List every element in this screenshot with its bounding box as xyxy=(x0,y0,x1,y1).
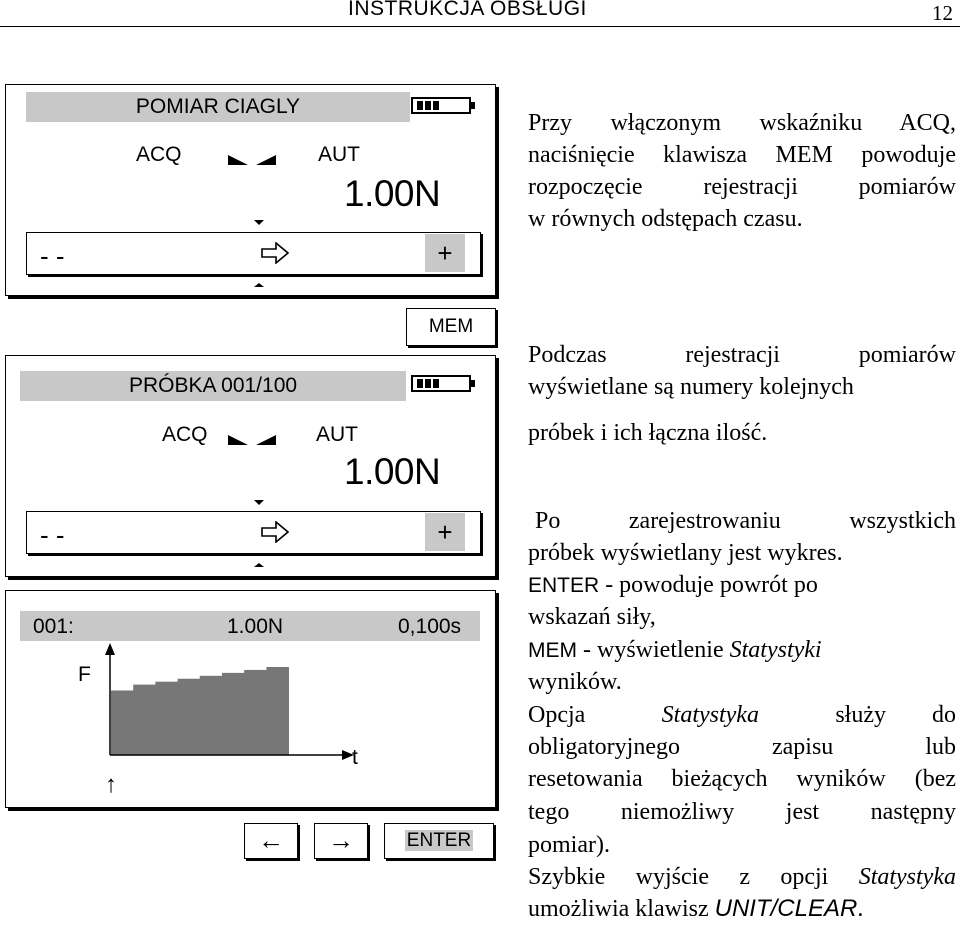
y-axis-label: F xyxy=(78,663,91,686)
mem-button-label: MEM xyxy=(428,316,474,337)
plus-indicator: + xyxy=(425,513,465,551)
battery-icon xyxy=(411,97,471,114)
paragraph-3-line xyxy=(528,634,956,667)
aut-indicator: AUT xyxy=(316,423,358,446)
triangle-down-icon xyxy=(254,500,264,505)
text-fragment: służy do xyxy=(835,702,956,728)
paragraph-1-line: Przy włączonym wskaźniku ACQ, xyxy=(528,110,956,136)
statistics-term: Statystyka xyxy=(661,702,759,728)
enter-button-label: ENTER xyxy=(406,830,472,851)
force-reading: 1.00N xyxy=(344,451,441,492)
paragraph-3-line: próbek wyświetlany jest wykres. xyxy=(528,540,843,566)
force-reading: 1.00N xyxy=(344,173,441,214)
ramp-icon xyxy=(228,435,276,445)
paragraph-1-line: naciśnięcie klawisza MEM powoduje xyxy=(528,142,956,168)
outline-arrow-right-icon xyxy=(261,521,289,543)
sample-number: 001: xyxy=(33,615,74,638)
mem-description: - wyświetlenie xyxy=(577,637,730,663)
screen-title: POMIAR CIAGLY xyxy=(26,92,410,122)
paragraph-3-line: tego niemożliwy jest następny xyxy=(528,799,956,825)
mem-button[interactable] xyxy=(406,308,496,346)
triangle-up-icon xyxy=(254,283,264,287)
chart-bar xyxy=(266,667,289,755)
sample-time: 0,100s xyxy=(398,615,462,638)
x-axis-label: t xyxy=(352,746,358,769)
battery-icon xyxy=(411,375,471,392)
screen-title: PRÓBKA 001/100 xyxy=(20,371,406,401)
right-arrow-icon: → xyxy=(328,826,354,855)
paragraph-3-line: resetowania bieżących wyników (bez xyxy=(528,766,956,792)
chart-bar xyxy=(222,673,245,755)
paragraph-3-line: Po zarejestrowaniu wszystkich xyxy=(535,508,956,534)
ramp-icon xyxy=(228,155,276,165)
paragraph-3-line: pomiar). xyxy=(528,832,610,858)
text-fragment: . xyxy=(857,896,864,922)
header-title: INSTRUKCJA OBSŁUGI xyxy=(348,0,587,20)
minus-indicator: - - xyxy=(40,520,65,550)
force-time-chart xyxy=(96,643,356,768)
header-rule xyxy=(0,26,960,27)
control-bar xyxy=(26,511,481,554)
paragraph-2-line: wyświetlane są numery kolejnych xyxy=(528,374,854,400)
mem-key-name: MEM xyxy=(528,639,577,662)
paragraph-1-line: w równych odstępach czasu. xyxy=(528,206,803,232)
control-bar xyxy=(26,232,481,275)
enter-description: - powoduje powrót po xyxy=(599,572,818,598)
paragraph-3-line xyxy=(528,861,956,893)
paragraph-3-line xyxy=(528,893,956,925)
page-number: 12 xyxy=(932,1,953,25)
text-fragment: umożliwia klawisz xyxy=(528,896,715,922)
text-fragment: Szybkie wyjście z opcji xyxy=(528,864,859,890)
acq-indicator: ACQ xyxy=(162,423,208,446)
display-screen-sample xyxy=(5,355,496,577)
text-fragment: Opcja xyxy=(528,702,586,728)
unit-clear-key: UNIT/CLEAR xyxy=(714,895,858,922)
right-arrow-button[interactable] xyxy=(314,823,368,859)
paragraph-3-line: obligatoryjnego zapisu lub xyxy=(528,734,956,760)
paragraph-3-line xyxy=(528,569,956,602)
paragraph-3-line: wyników. xyxy=(528,669,622,695)
left-arrow-icon: ← xyxy=(258,826,284,855)
triangle-up-icon xyxy=(254,563,264,567)
triangle-down-icon xyxy=(254,220,264,225)
graph-header xyxy=(20,611,480,641)
paragraph-1-line: rozpoczęcie rejestracji pomiarów xyxy=(528,174,956,200)
chart-bar xyxy=(200,676,223,755)
statistics-term: Statystyki xyxy=(729,637,822,663)
chart-bar xyxy=(111,690,134,755)
sample-value: 1.00N xyxy=(227,615,284,638)
chart-bar xyxy=(244,670,267,755)
display-screen-continuous xyxy=(5,84,496,296)
outline-arrow-right-icon xyxy=(261,242,289,264)
chart-bar xyxy=(155,682,178,755)
paragraph-3-line: wskazań siły, xyxy=(528,604,656,630)
aut-indicator: AUT xyxy=(318,143,360,166)
chart-bar xyxy=(178,679,201,755)
minus-indicator: - - xyxy=(40,241,65,271)
statistics-term: Statystyka xyxy=(858,864,956,890)
left-arrow-button[interactable] xyxy=(244,823,298,859)
enter-button[interactable] xyxy=(384,823,494,859)
plus-indicator: + xyxy=(425,234,465,272)
acq-indicator: ACQ xyxy=(136,143,182,166)
display-screen-graph xyxy=(5,590,496,808)
chart-bar xyxy=(133,685,156,755)
up-arrow-icon: ↑ xyxy=(105,771,117,798)
y-axis-arrow-icon xyxy=(105,643,115,655)
paragraph-2-line: próbek i ich łączna ilość. xyxy=(528,420,768,446)
paragraph-3-line xyxy=(528,699,956,731)
paragraph-2-line: Podczas rejestracji pomiarów xyxy=(528,342,956,368)
enter-key-name: ENTER xyxy=(528,574,600,597)
